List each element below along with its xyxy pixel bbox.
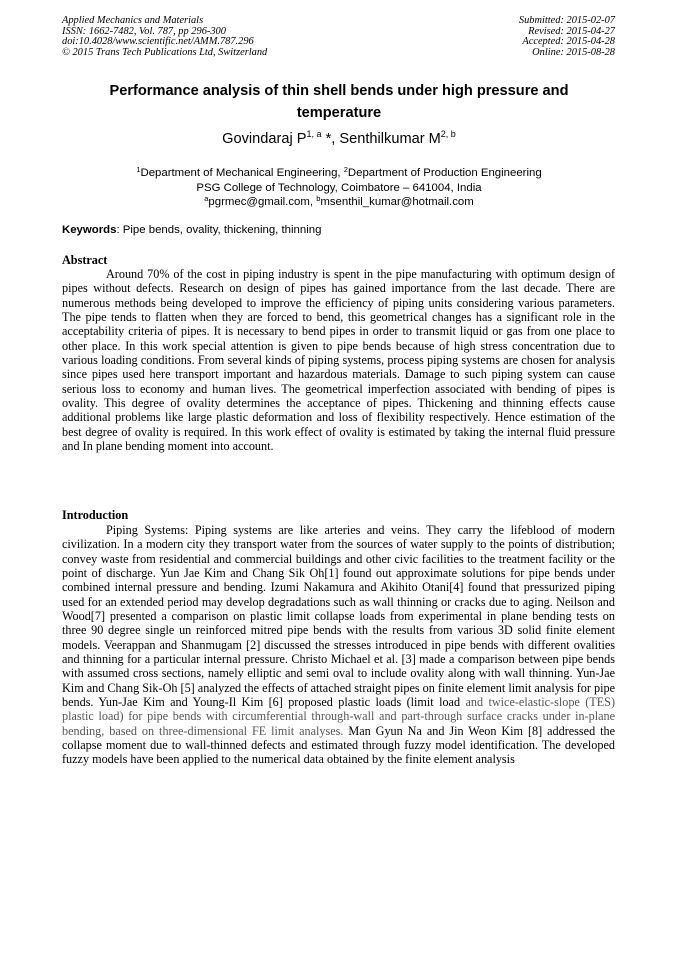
intro-text-part-1: Piping Systems: Piping systems are like arteries and veins. They carry the lifeblood of modern civilization. In a modern city they transport water from the sources of water supply to the points of distribution; convey waste from residential and commercial buildings and other civic facilities to the treatment facility or the point of discharge. Yun Jae Kim and Chang Sik Oh[1] found out approximate solutions for pipe bends under combined internal pressure and bending. Izumi Nakamura and Akihito Otani[4] found that pressurized piping used for an extended period may develop degradations such as wall thinning or cracks due to aging. Neilson and Wood[7] presented a comparison on plastic limit collapse loads from experimental in plane bending tests on three 90 degree single un reinforced mitred pipe bends with the results from various 3D solid finite element models. Veerappan and Shanmugam [2] discussed the stresses introduced in pipe bends with different ovalities and thinning for a particular internal pressure. Christo Michael et al. [3] made a comparison between pipe bends with assumed cross sections, namely elliptic and semi oval to include ovality along with wall thinning. Yun-Jae Kim and Chang Sik-Oh [5] analyzed the effects of attached straight pipes on finite element limit analysis for pipe bends. Yun-Jae Kim and Young-Il Kim [6] proposed plastic loads (limit load xyxy=(62,523,615,709)
email-sup-b: b xyxy=(316,194,321,203)
email-sup-a: a xyxy=(204,194,209,203)
author-2-affil-sup: 2, b xyxy=(440,129,456,139)
introduction-heading: Introduction xyxy=(62,508,129,522)
abstract-text: Around 70% of the cost in piping industry is spent in the pipe manufacturing with optimum design of pipes without defects. Research on design of pipes has gained importance from the last decade. There are numerous methods being developed to improve the efficiency of piping units considering various parameters. The pipe tends to flatten when they are forced to bend, this geometrical changes has a significant role in the acceptability criteria of pipes. It is necessary to bend pipes in order to transmit liquid or gas from one place to other place. In this work special attention is given to pipe bends because of high stress concentration due to various loading conditions. From several kinds of piping systems, process piping systems are chosen for analysis since pipes used here transport important and hazardous materials. Damage to such piping system can cause serious loss to economy and human lives. The geometrical imperfection associated with bending of pipes is ovality. This degree of ovality determines the acceptance of pipes. Thickening and thinning effects cause additional problems like large plastic deformation and loss of flexibility respectively. Hence estimation of the best degree of ovality is required. In this work effect of ovality is estimated by taking the internal fluid pressure and In plane bending moment into account. xyxy=(62,267,615,453)
date-online: Online: 2015-08-28 xyxy=(532,46,615,58)
email-a: pgrmec@gmail.com, xyxy=(208,196,317,208)
affiliation-line-1 xyxy=(60,166,618,181)
abstract-heading: Abstract xyxy=(62,253,108,267)
affiliation-line-2: PSG College of Technology, Coimbatore – 641004, India xyxy=(196,181,482,194)
affil-sup-1: 1 xyxy=(136,165,141,174)
affil-production: Department of Production Engineering xyxy=(347,167,542,179)
journal-copyright: © 2015 Trans Tech Publications Ltd, Switzerland xyxy=(62,46,268,58)
author-2-name: Senthilkumar M xyxy=(339,131,441,147)
paper-title: Performance analysis of thin shell bends under high pressure and temperature xyxy=(109,83,569,121)
author-1-name: Govindaraj P xyxy=(222,131,307,147)
affiliations xyxy=(60,166,618,210)
corresponding-mark: *, xyxy=(321,131,340,147)
introduction-text xyxy=(62,523,615,767)
affil-sup-2: 2 xyxy=(343,165,348,174)
journal-issn: ISSN: 1662-7482, Vol. 787, pp 296-300 xyxy=(62,25,226,37)
affil-mechanical: Department of Mechanical Engineering, xyxy=(140,167,344,179)
journal-doi: doi:10.4028/www.scientific.net/AMM.787.296 xyxy=(62,36,254,48)
intro-text-part-2: and twice-elastic-slope (TES) plastic load) for pipe bends with circumferential through-wall and part-through surface cracks under in-plane bending, based on three-dimensional FE limit analyses. xyxy=(62,694,616,738)
author-line xyxy=(60,130,618,148)
email-line xyxy=(60,195,618,210)
date-accepted: Accepted: 2015-04-28 xyxy=(522,36,615,48)
email-b: msenthil_kumar@hotmail.com xyxy=(320,196,474,208)
journal-info xyxy=(62,16,267,58)
intro-text-part-3: Man Gyun Na and Jin Weon Kim [8] addressed the collapse moment due to wall-thinned defects and estimated through fuzzy model identification. The developed fuzzy models have been applied to the numerical data obtained by the finite element analysis xyxy=(62,723,615,767)
submission-dates xyxy=(519,16,615,58)
keywords xyxy=(62,223,321,237)
journal-name: Applied Mechanics and Materials xyxy=(62,15,204,26)
keywords-list: : Pipe bends, ovality, thickening, thinning xyxy=(116,224,322,236)
date-submitted: Submitted: 2015-02-07 xyxy=(518,15,615,26)
date-revised: Revised: 2015-04-27 xyxy=(528,25,615,37)
keywords-label: Keywords xyxy=(62,224,117,236)
author-1-affil-sup: 1, a xyxy=(306,129,322,139)
